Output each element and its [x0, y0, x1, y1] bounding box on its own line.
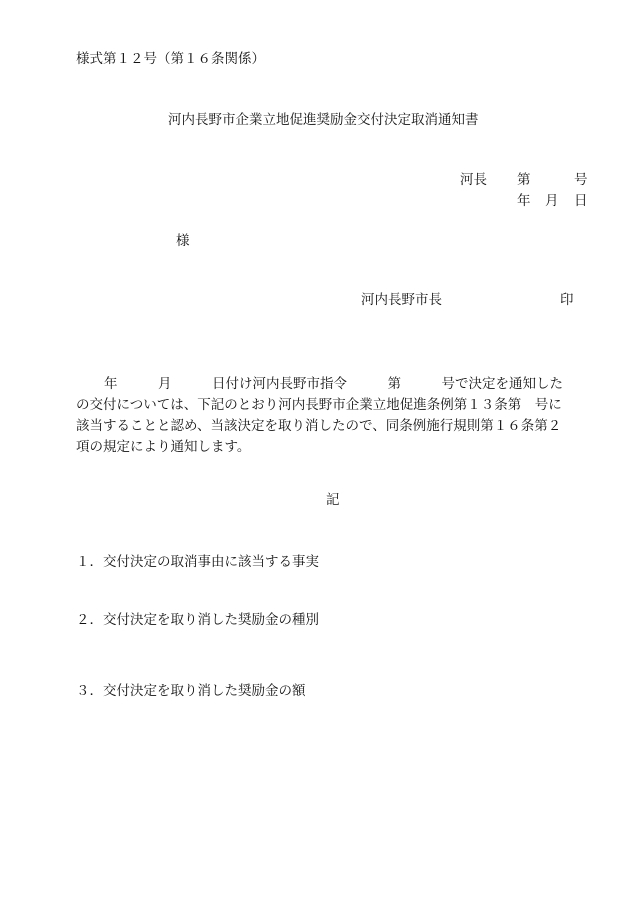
ki-heading: 記 — [326, 492, 340, 508]
item-1: １．交付決定の取消事由に該当する事実 — [76, 554, 319, 570]
body-line-3: 該当することと認め、当該決定を取り消したので、同条例施行規則第１６条第２ — [76, 418, 562, 434]
form-label: 様式第１２号（第１６条関係） — [76, 51, 265, 67]
date-year: 年 — [517, 193, 531, 209]
item-2: ２．交付決定を取り消した奨励金の種別 — [76, 612, 319, 628]
reference-go: 号 — [574, 172, 588, 188]
document-title: 河内長野市企業立地促進奨励金交付決定取消通知書 — [168, 112, 479, 128]
body-line-1: 年 月 日付け河内長野市指令 第 号で決定を通知した — [104, 376, 563, 392]
reference-dai: 第 — [517, 172, 531, 188]
body-line-4: 項の規定により通知します。 — [76, 439, 251, 455]
date-month: 月 — [545, 193, 559, 209]
body-line-2: の交付については、下記のとおり河内長野市企業立地促進条例第１３条第 号に — [76, 397, 562, 413]
reference-prefix: 河長 — [460, 172, 487, 188]
addressee-suffix: 様 — [176, 233, 190, 249]
date-day: 日 — [574, 193, 588, 209]
sender-title: 河内長野市長 — [361, 292, 442, 308]
item-3: ３．交付決定を取り消した奨励金の額 — [76, 683, 306, 699]
sender-seal: 印 — [560, 292, 574, 308]
